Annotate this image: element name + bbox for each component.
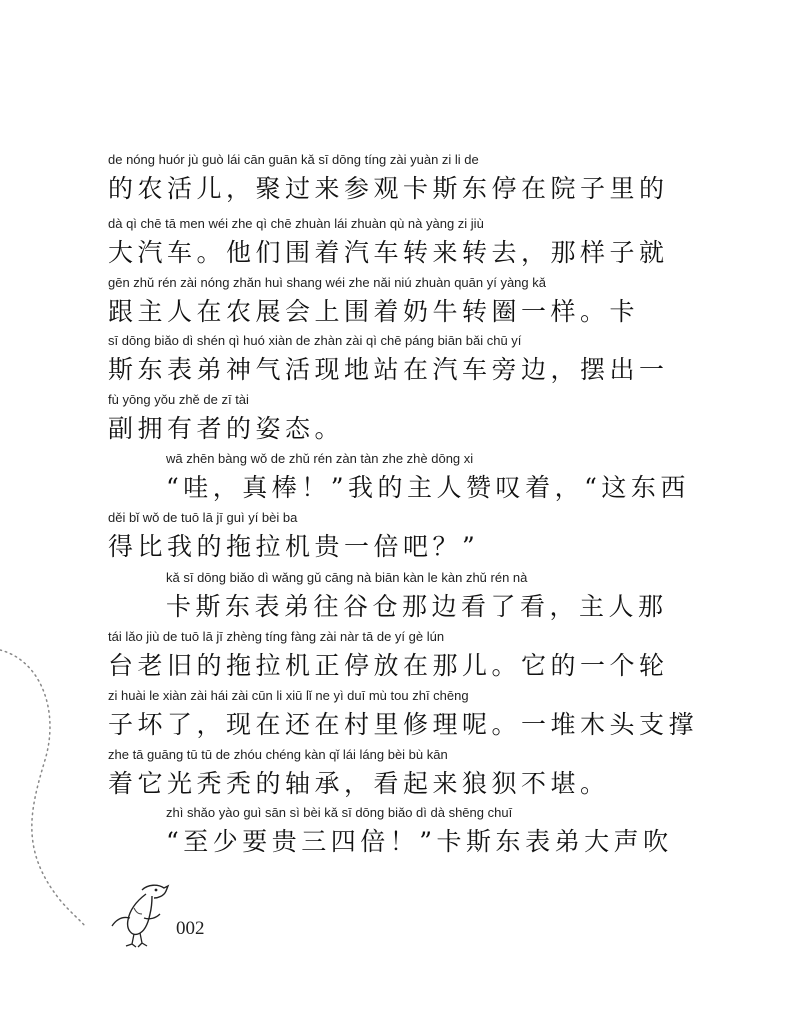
chinese-line: 斯东表弟神气活现地站在汽车旁边，摆出一 [108, 355, 669, 384]
pinyin-line: děi bǐ wǒ de tuō lā jī guì yí bèi ba [108, 510, 298, 525]
pinyin-line: zi huài le xiàn zài hái zài cūn li xiū lǐ ne yì duī mù tou zhī chēng [108, 688, 469, 703]
pinyin-line: tái lǎo jiù de tuō lā jī zhèng tíng fàng zài nàr tā de yí gè lún [108, 629, 445, 644]
pinyin-line: zhe tā guāng tū tū de zhóu chéng kàn qǐ lái láng bèi bù kān [108, 747, 448, 762]
chinese-line: “至少要贵三四倍！”卡斯东表弟大声吹 [166, 827, 673, 856]
pinyin-line: dà qì chē tā men wéi zhe qì chē zhuàn lái zhuàn qù nà yàng zi jiù [108, 216, 484, 231]
chinese-line: 的农活儿，聚过来参观卡斯东停在院子里的 [108, 174, 669, 203]
pinyin-line: kǎ sī dōng biǎo dì wǎng gǔ cāng nà biān kàn le kàn zhǔ rén nà [166, 570, 528, 585]
text-line-12 [108, 805, 688, 885]
dotted-curve-decoration [0, 630, 90, 930]
chinese-line: “哇，真棒！”我的主人赞叹着，“这东西 [166, 473, 690, 502]
chinese-line: 得比我的拖拉机贵一倍吧？” [108, 532, 480, 561]
chinese-line: 子坏了，现在还在村里修理呢。一堆木头支撑 [108, 710, 699, 739]
pinyin-line: sī dōng biǎo dì shén qì huó xiàn de zhàn zài qì chē páng biān bǎi chū yí [108, 333, 522, 348]
pinyin-line: wā zhēn bàng wǒ de zhǔ rén zàn tàn zhe zhè dōng xi [166, 451, 474, 466]
pinyin-line: de nóng huór jù guò lái cān guān kǎ sī dōng tíng zài yuàn zi li de [108, 152, 479, 167]
pinyin-line: zhì shǎo yào guì sān sì bèi kǎ sī dōng biǎo dì dà shēng chuī [166, 805, 513, 820]
chinese-line: 副拥有者的姿态。 [108, 414, 345, 443]
chinese-line: 大汽车。他们围着汽车转来转去，那样子就 [108, 238, 669, 267]
chinese-line: 着它光秃秃的轴承，看起来狼狈不堪。 [108, 769, 610, 798]
pinyin-line: gēn zhǔ rén zài nóng zhǎn huì shang wéi zhe nǎi niú zhuàn quān yí yàng kǎ [108, 275, 546, 290]
page-number: 002 [176, 918, 205, 939]
chinese-line: 卡斯东表弟往谷仓那边看了看，主人那 [166, 592, 668, 621]
chinese-line: 跟主人在农展会上围着奶牛转圈一样。卡 [108, 297, 640, 326]
bird-illustration-icon [108, 878, 170, 950]
pinyin-line: fù yōng yǒu zhě de zī tài [108, 392, 249, 407]
chinese-line: 台老旧的拖拉机正停放在那儿。它的一个轮 [108, 651, 669, 680]
